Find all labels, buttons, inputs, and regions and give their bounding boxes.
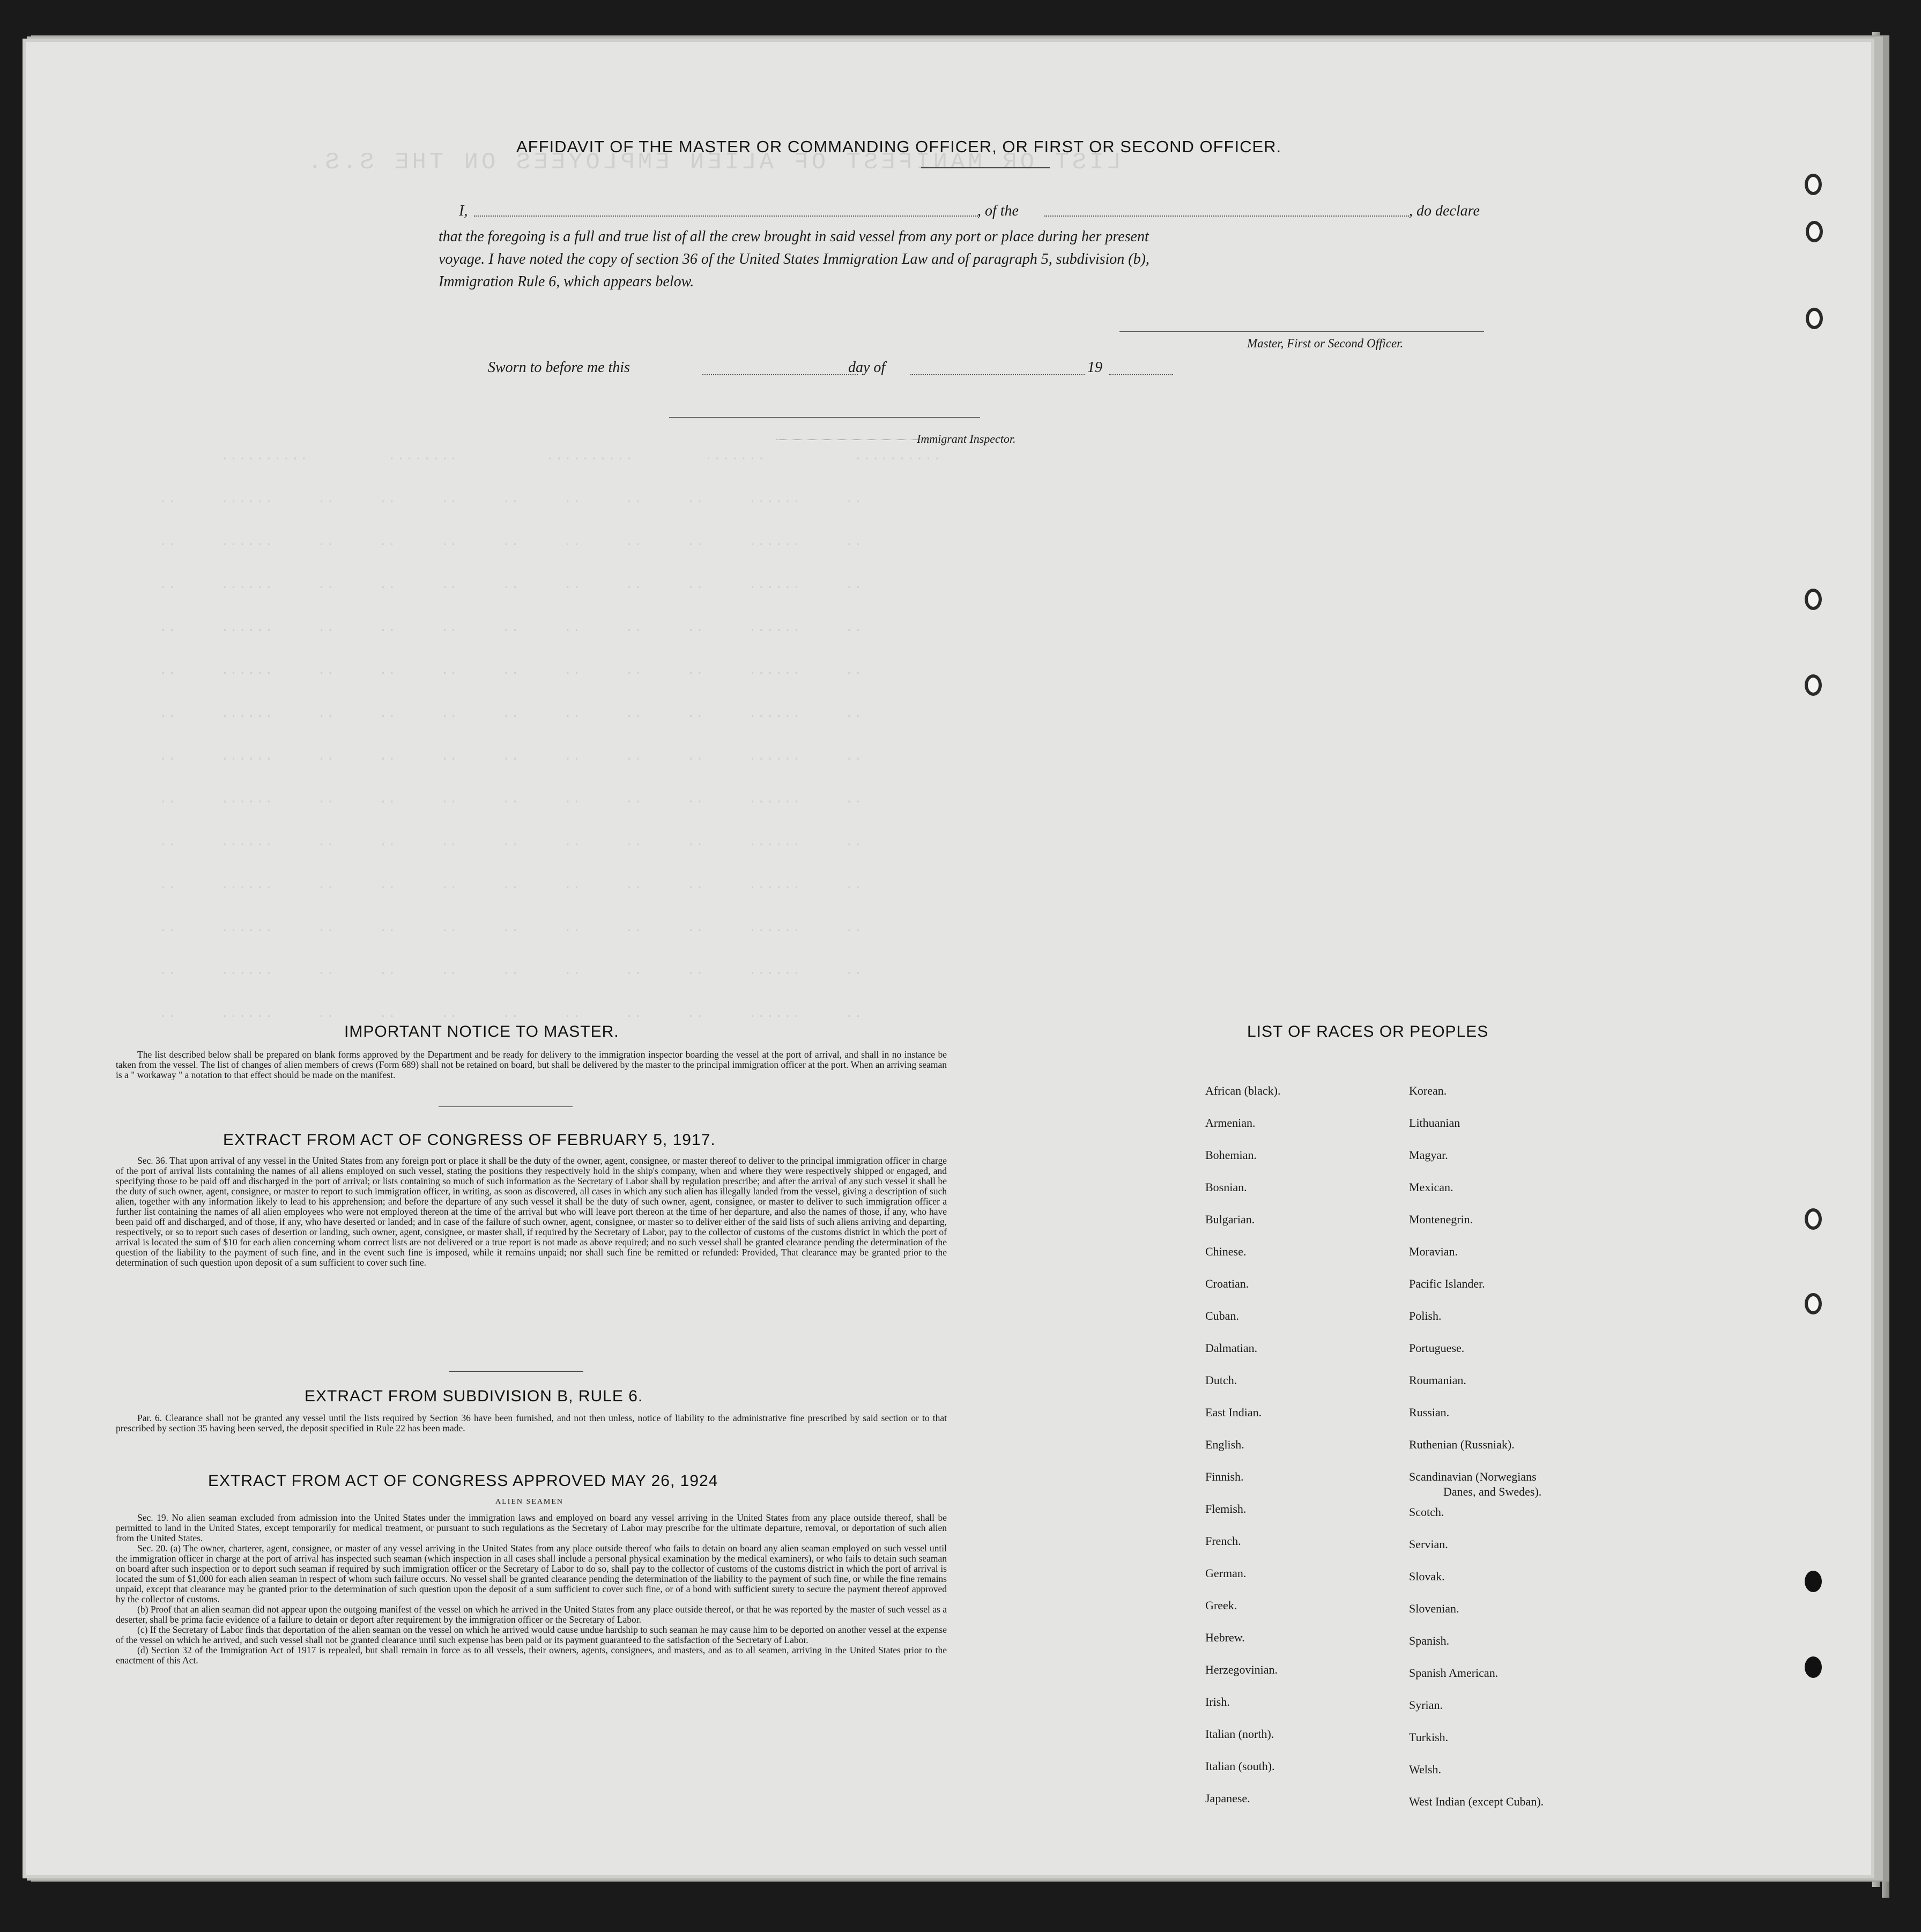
sec19-paragraph: Sec. 19. No alien seaman excluded from admission into the United States under the immigration laws and employed on board any vessel arriving in the United States from any place outside thereof, shall be permitted to land in the United States, except temporarily for medical treatment, or pursuant to such regulations as the Secretary of Labor may prescribe for the ultimate departure, removal, or deportation of such alien from the United States. [116, 1512, 947, 1543]
declarant-name-field[interactable] [474, 216, 978, 217]
section-rule [439, 1106, 573, 1107]
race-item: Lithuanian [1409, 1116, 1460, 1130]
race-item: Greek. [1205, 1599, 1237, 1612]
inspector-rule [669, 417, 980, 418]
binder-hole-icon [1805, 174, 1822, 195]
extract-1917-text: Sec. 36. That upon arrival of any vessel in the United States from any foreign port or place it shall be the duty of the owner, agent, consignee, or master thereof to deliver to the principal immigration officer in charge of the port of arrival lists containing the names of all aliens employed on such vessel, stating the positions they respectively hold in the ship's company, when and where they were respectively shipped or engaged, and specifying those to be paid off and discharged in the port of arrival; or lists containing so much of such information as the Secretary of Labor shall by regulation prescribe; and after the arrival of any such vessel it shall be the duty of such owner, agent, consignee, or master to report to such immigration officer, in writing, as soon as discovered, all cases in which any such alien has illegally landed from the vessel, giving a description of such alien, together with any information likely to lead to his apprehension; and before the departure of any such vessel it shall be the duty of such owner, agent, consignee, or master to deliver to such immigration officer a further list containing the names of all alien employees who were not employed thereon at the time of the arrival but who will leave port thereon at the time of her departure, and also the names of those, if any, who have been paid off and discharged, and of those, if any, who have deserted or landed; and in case of the failure of such owner, agent, consignee, or master so to deliver either of the said lists of such aliens arriving and departing, respectively, or so to report such cases of desertion or landing, such owner, agent, consignee, or master shall, if required by the Secretary of Labor, pay to the collector of customs of the customs district in which the port of arrival is located the sum of $10 for each alien concerning whom correct lists are not delivered or a true report is not made as above required; and no such vessel shall be granted clearance pending the determination of the question of the liability to the payment of such fine, and in the event such fine is imposed, while it remains unpaid; nor shall such fine be remitted or refunded: Provided, That clearance may be granted prior to the determination of such question upon deposit of a sum sufficient to cover such fine. [116, 1155, 947, 1268]
declarant-label: I, [459, 203, 468, 219]
race-item: English. [1205, 1438, 1244, 1451]
race-item: Moravian. [1409, 1245, 1458, 1258]
vessel-name-field[interactable] [1044, 216, 1409, 217]
race-item: Flemish. [1205, 1502, 1247, 1515]
race-item: Magyar. [1409, 1148, 1448, 1162]
sec20b-paragraph: (b) Proof that an alien seaman did not appear upon the outgoing manifest of the vessel on which he arrived in the United States from any place outside thereof, or that he was reported by the master of such vessel as a deserter, shall be prima facie evidence of a failure to detain or deport after requirement by the immigration officer or the Secretary of Labor. [116, 1604, 947, 1625]
race-item: Slovenian. [1409, 1602, 1459, 1615]
binder-hole-icon [1805, 1293, 1822, 1314]
race-item: Italian (north). [1205, 1727, 1274, 1741]
extract-1924-title: EXTRACT FROM ACT OF CONGRESS APPROVED MAY 26, 1924 [208, 1472, 718, 1490]
binder-hole-icon [1805, 589, 1822, 610]
notice-title: IMPORTANT NOTICE TO MASTER. [344, 1023, 619, 1041]
affidavit-body-line3: Immigration Rule 6, which appears below. [439, 273, 694, 290]
race-item: Spanish. [1409, 1634, 1450, 1647]
race-item: Finnish. [1205, 1470, 1244, 1483]
race-item: Welsh. [1409, 1763, 1441, 1776]
extract-1924-subtitle: ALIEN SEAMEN [495, 1498, 564, 1506]
binder-hole-icon [1805, 1208, 1822, 1230]
race-item: Portuguese. [1409, 1341, 1465, 1355]
race-item: Herzegovinian. [1205, 1663, 1278, 1676]
race-item: Croatian. [1205, 1277, 1249, 1290]
race-item: Dutch. [1205, 1373, 1237, 1387]
title-rule [921, 167, 1050, 168]
race-item: Scotch. [1409, 1505, 1444, 1519]
race-item: Ruthenian (Russniak). [1409, 1438, 1515, 1451]
extract-1924-text [116, 1513, 947, 1666]
sworn-label: Sworn to before me this [488, 359, 630, 376]
race-item: German. [1205, 1566, 1247, 1580]
race-item: Italian (south). [1205, 1759, 1275, 1773]
race-item: Servian. [1409, 1537, 1448, 1551]
race-item: Mexican. [1409, 1180, 1453, 1194]
rule6-title: EXTRACT FROM SUBDIVISION B, RULE 6. [305, 1387, 643, 1405]
race-item: Chinese. [1205, 1245, 1247, 1258]
race-item: Bosnian. [1205, 1180, 1247, 1194]
binder-hole-icon [1806, 308, 1823, 329]
race-item: African (black). [1205, 1084, 1281, 1097]
binder-hole-icon [1805, 1571, 1822, 1592]
race-item: East Indian. [1205, 1406, 1262, 1419]
affidavit-title: AFFIDAVIT OF THE MASTER OR COMMANDING OFFICER, OR FIRST OR SECOND OFFICER. [516, 137, 1282, 156]
sworn-day-field[interactable] [702, 374, 858, 375]
signature-field[interactable] [1119, 331, 1484, 332]
race-item: Turkish. [1409, 1730, 1449, 1744]
day-of-label: day of [848, 359, 886, 376]
do-declare-label: , do declare [1409, 203, 1480, 219]
race-item: Bohemian. [1205, 1148, 1257, 1162]
race-item: West Indian (except Cuban). [1409, 1795, 1544, 1808]
race-item: Danes, and Swedes). [1443, 1485, 1542, 1498]
extract-1917-title: EXTRACT FROM ACT OF CONGRESS OF FEBRUARY 5, 1917. [223, 1131, 716, 1149]
race-item: Hebrew. [1205, 1631, 1245, 1644]
signature-label: Master, First or Second Officer. [1247, 337, 1404, 350]
rule6-text: Par. 6. Clearance shall not be granted any vessel until the lists required by Section 36 have been furnished, and not then unless, notice of liability to the administrative fine prescribed by said section or to that prescribed by section 35 having been served, the deposit specified in Rule 22 has been made. [116, 1413, 947, 1433]
binder-hole-icon [1806, 221, 1823, 242]
affidavit-body-line2: voyage. I have noted the copy of section 36 of the United States Immigration Law and of paragraph 5, subdivision (b), [439, 251, 1149, 267]
race-item: Japanese. [1205, 1792, 1250, 1805]
race-item: Syrian. [1409, 1698, 1443, 1712]
affidavit-body-line1: that the foregoing is a full and true list of all the crew brought in said vessel from any port or place during her present [439, 228, 1149, 245]
race-item: Cuban. [1205, 1309, 1239, 1322]
race-item: Bulgarian. [1205, 1213, 1255, 1226]
notice-text: The list described below shall be prepared on blank forms approved by the Department and be ready for delivery to the immigration inspector boarding the vessel at the port of arrival, and shall in no instance be taken from the vessel. The list of changes of alien members of crews (Form 689) shall not be retained on board, but shall be delivered by the master to the principal immigration officer at the port. When an arriving seaman is a " workaway " a notation to that effect should be made on the manifest. [116, 1049, 947, 1080]
of-the-label: , of the [977, 203, 1019, 219]
sec20a-paragraph: Sec. 20. (a) The owner, charterer, agent, consignee, or master of any vessel arriving in the United States from any place outside thereof who fails to detain on board any alien seaman employed on such vessel until the immigration officer in charge at the port of arrival has inspected such seaman (which inspection in all cases shall include a personal physical examination by the medical examiners), or who fails to detain such seaman on board after such inspection or to deport such seaman if required by such immigration officer or the Secretary of Labor to do so, shall pay to the collector of customs of the customs district in which the port of arrival is located the sum of $1,000 for each alien seaman in respect of whom such failure occurs. No vessel shall be granted clearance pending the determination of the liability to the payment of such fine, or while the fine remains unpaid, except that clearance may be granted prior to the determination of such question upon the deposit of a sum sufficient to cover such fine, or of a bond with sufficient surety to secure the payment thereof approved by the collector of customs. [116, 1543, 947, 1604]
race-item: Korean. [1409, 1084, 1447, 1097]
race-item: Armenian. [1205, 1116, 1256, 1130]
sworn-year-field[interactable] [1109, 374, 1173, 375]
section-rule [449, 1371, 583, 1372]
race-item: Russian. [1409, 1406, 1450, 1419]
race-item: Scandinavian (Norwegians [1409, 1470, 1537, 1483]
sec20d-paragraph: (d) Section 32 of the Immigration Act of 1917 is repealed, but shall remain in force as to all vessels, their owners, agents, consignees, and masters, and as to all seamen, arriving in the United States prior to the enactment of this Act. [116, 1645, 947, 1666]
document-page: LIST OR MANIFEST OF ALIEN EMPLOYEES ON THE S.S. .......... ........ .......... ....... .......... .. ...... .. .. .. .. .. .. .. ...... .. .. ...... .. .. .. .. .. .. .. ...... .. .. ...... .. .. .. .. .. .. .. ...... .. .. ...... .. .. .. .. .. .. .. ...... .. .. ...... .. .. .. .. .. .. .. ...... .. .. ...... .. .. .. .. .. .. .. ...... .. .. ...... .. .. .. .. .. .. .. ...... .. .. ...... .. .. .. .. .. .. .. ...... .. .. ...... .. .. .. .. .. .. .. ...... .. .. ...... .. .. .. .. .. .. .. ...... .. .. ...... .. .. .. .. .. .. .. ...... .. .. ...... .. .. .. .. .. .. .. ...... .. .. ...... .. .. .. .. .. .. .. ...... .. AFFIDAVIT OF THE MASTER OR COMMANDING OFFICER, OR FIRST OR SECOND OFFICER. I, , of the , do declare that the foregoing is a full and true list of all the crew brought in said vessel from any port or place during her present voyage. I have noted the copy of section 36 of the United States Immigration Law and of paragraph 5, subdivision (b), Immigration Rule 6, which appears below. Master, First or Second Officer. Sworn to before me this day of 19 Immigrant Inspector. IMPORTANT NOTICE TO MASTER. The list described below shall be prepared on blank forms approved by the Department and be ready for delivery to the immigration inspector boarding the vessel at the port of arrival, and shall in no instance be taken from the vessel. The list of changes of alien members of crews (Form 689) shall not be retained on board, but shall be delivered by the master to the principal immigration officer at the port. When an arriving seaman is a " workaway " a notation to that effect should be made on the manifest. EXTRACT FROM ACT OF CONGRESS OF FEBRUARY 5, 1917. Sec. 36. That upon arrival of any vessel in the United States from any foreign port or place it shall be the duty of the owner, agent, consignee, or master thereof to deliver to the principal immigration officer in charge of the port of arrival lists containing the names of all aliens employed on such vessel, stating the positions they respectively hold in the ship's company, when and where they were respectively shipped or engaged, and specifying those to be paid off and discharged in the port of arrival; or lists containing so much of such information as the Secretary of Labor shall by regulation prescribe; and after the arrival of any such vessel it shall be the duty of such owner, agent, consignee, or master to report to such immigration officer, in writing, as soon as discovered, all cases in which any such alien has illegally landed from the vessel, giving a description of such alien, together with any information likely to lead to his apprehension; and before the departure of any such vessel it shall be the duty of such owner, agent, consignee, or master to deliver to such immigration officer a further list containing the names of all alien employees who were not employed thereon at the time of the arrival but who will leave port thereon at the time of her departure, and also the names of those, if any, who have been paid off and discharged, and of those, if any, who have deserted or landed; and in case of the failure of such owner, agent, consignee, or master so to deliver either of the said lists of such aliens arriving and departing, respectively, or so to report such cases of desertion or landing, such owner, agent, consignee, or master shall, if required by the Secretary of Labor, pay to the collector of customs of the customs district in which the port of arrival is located the sum of $10 for each alien concerning whom correct lists are not delivered or a true report is not made as above required; and no such vessel shall be granted clearance pending the determination of the question of the liability to the payment of such fine, and in the event such fine is imposed, while it remains unpaid; nor shall such fine be remitted or refunded: Provided, That clearance may be granted prior to the determination of such question upon deposit of a sum sufficient to cover such fine. EXTRACT FROM SUBDIVISION B, RULE 6. Par. 6. Clearance shall not be granted any vessel until the lists required by Section 36 have been furnished, and not then unless, notice of liability to the administrative fine prescribed by said section or to that prescribed by section 35 having been served, the deposit specified in Rule 22 has been made. EXTRACT FROM ACT OF CONGRESS APPROVED MAY 26, 1924 ALIEN SEAMEN Sec. 19. No alien seaman excluded from admission into the United States under the immigration laws and employed on board any vessel arriving in the United States from any place outside thereof, shall be permitted to land in the United States, except temporarily for medical treatment, or pursuant to such regulations as the Secretary of Labor may prescribe for the ultimate departure, removal, or deportation of such alien from the United States. Sec. 20. (a) The owner, charterer, agent, consignee, or master of any vessel arriving in the United States from any place outside thereof who fails to detain on board any alien seaman employed on such vessel until the immigration officer in charge at the port of arrival has inspected such seaman (which inspection in all cases shall include a personal physical examination by the medical examiners), or who fails to detain such seaman on board after such inspection or to deport such seaman if required by such immigration officer or the Secretary of Labor to do so, shall pay to the collector of customs of the customs district in which the port of arrival is located the sum of $1,000 for each alien seaman in respect of whom such failure occurs. No vessel shall be granted clearance pending the determination of the liability to the payment of such fine, or while the fine remains unpaid, except that clearance may be granted prior to the determination of such question upon the deposit of a sum sufficient to cover such fine, or of a bond with sufficient surety to secure the payment thereof approved by the collector of customs. (b) Proof that an alien seaman did not appear upon the outgoing manifest of the vessel on which he arrived in the United States from any place outside thereof, or that he was reported by the master of such vessel as a deserter, shall be prima facie evidence of a failure to detain or deport after requirement by the immigration officer or the Secretary of Labor. (c) If the Secretary of Labor finds that deportation of the alien seaman on the vessel on which he arrived would cause undue hardship to such seaman he may cause him to be deported on another vessel at the expense of the vessel on which he arrived, and such vessel shall not be granted clearance until such expense has been paid or its payment guaranteed to the satisfaction of the Secretary of Labor. (d) Section 32 of the Immigration Act of 1917 is repealed, but shall remain in force as to all vessels, their owners, agents, consignees, and masters, and as to all seamen, arriving in the United States prior to the enactment of this Act. LIST OF RACES OR PEOPLES African (black). Armenian. Bohemian. Bosnian. Bulgarian. Chinese. Croatian. Cuban. Dalmatian. Dutch. East Indian. English. Finnish. Flemish. French. German. Greek. Hebrew. Herzegovinian. Irish. Italian (north). Italian (south). Japanese. Korean. Lithuanian Magyar. Mexican. Montenegrin. Moravian. Pacific Islander. Polish. Portuguese. Roumanian. Russian. Ruthenian (Russniak). Scandinavian (Norwegians Danes, and Swedes). Scotch. Servian. Slovak. Slovenian. Spanish. Spanish American. Syrian. Turkish. Welsh. West Indian (except Cuban). [26, 42, 1871, 1875]
binder-hole-icon [1805, 674, 1822, 696]
sec20c-paragraph: (c) If the Secretary of Labor finds that deportation of the alien seaman on the vessel on which he arrived would cause undue hardship to such seaman he may cause him to be deported on another vessel at the expense of the vessel on which he arrived, and such vessel shall not be granted clearance until such expense has been paid or its payment guaranteed to the satisfaction of the Secretary of Labor. [116, 1624, 947, 1645]
year-label: 19 [1087, 359, 1102, 376]
inspector-label: Immigrant Inspector. [917, 432, 1016, 445]
binder-hole-icon [1805, 1656, 1822, 1678]
race-item: French. [1205, 1534, 1241, 1548]
races-title: LIST OF RACES OR PEOPLES [1247, 1023, 1489, 1041]
race-item: Pacific Islander. [1409, 1277, 1485, 1290]
race-item: Polish. [1409, 1309, 1442, 1322]
race-item: Slovak. [1409, 1570, 1445, 1583]
race-item: Dalmatian. [1205, 1341, 1258, 1355]
race-item: Montenegrin. [1409, 1213, 1473, 1226]
race-item: Spanish American. [1409, 1666, 1499, 1680]
race-item: Roumanian. [1409, 1373, 1466, 1387]
race-item: Irish. [1205, 1695, 1230, 1708]
sworn-month-field[interactable] [910, 374, 1085, 375]
